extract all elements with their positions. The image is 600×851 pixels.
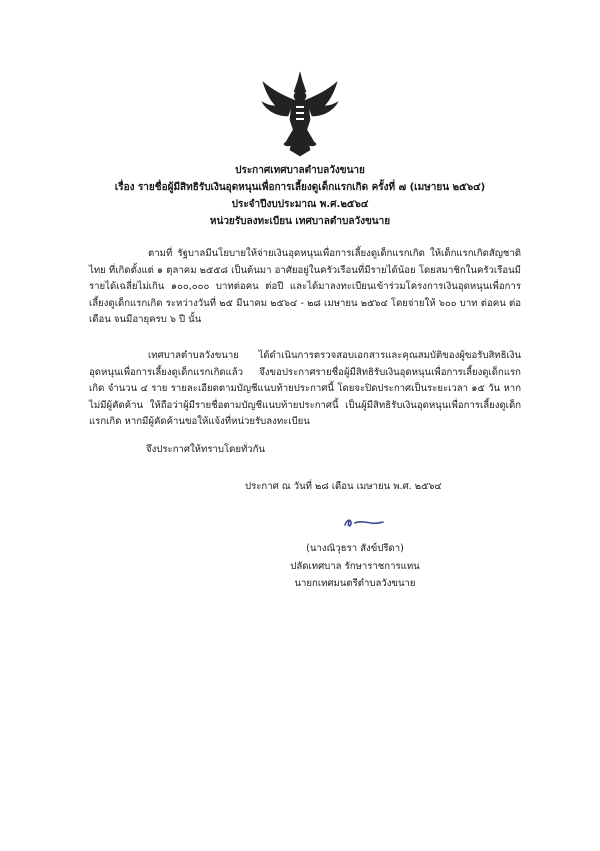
paragraph-2-text: เทศบาลตำบลวังขนาย ได้ดำเนินการตรวจสอบเอกสารและคุณสมบัติของผู้ขอรับสิทธิเงินอุดหนุนเพื่อการเลี้ยงดูเด็กแรกเกิดแล้ว จึงขอประกาศรายชื่อผู้มีสิทธิรับเงินอุดหนุนเพื่อการเลี้ยงดูเด็กแรกเกิด จำนวน ๔ ราย รายละเอียดตามบัญชีแนบท้ายประกาศนี้ โดยจะปิดประกาศเป็นระยะเวลา ๑๕ วัน หากไม่มีผู้คัดค้าน ให้ถือว่าผู้มีรายชื่อตามบัญชีแนบท้ายประกาศนี้ เป็นผู้มีสิทธิรับเงินอุดหนุนเพื่อการเลี้ยงดูเด็กแรกเกิด หากมีผู้คัดค้านขอให้แจ้งที่หน่วยรับลงทะเบียน <box>89 350 521 428</box>
heading-issuer: ประกาศเทศบาลตำบลวังขนาย <box>235 165 365 176</box>
body-paragraph-1 <box>89 246 521 329</box>
announcement-heading <box>60 162 540 230</box>
signature-block <box>280 540 430 593</box>
announcement-date: ประกาศ ณ วันที่ ๒๘ เดือน เมษายน พ.ศ. ๒๕๖๔ <box>245 481 442 492</box>
heading-subject: เรื่อง รายชื่อผู้มีสิทธิรับเงินอุดหนุนเพื่อการเลี้ยงดูเด็กแรกเกิด ครั้งที่ ๗ (เมษายน ๒๕๖๔) <box>114 182 486 193</box>
closing-line: จึงประกาศให้ทราบโดยทั่วกัน <box>146 444 266 455</box>
heading-registration-unit: หน่วยรับลงทะเบียน เทศบาลตำบลวังขนาย <box>209 216 391 227</box>
garuda-emblem-icon <box>260 70 340 158</box>
heading-fiscal-year: ประจำปีงบประมาณ พ.ศ.๒๕๖๔ <box>231 199 369 210</box>
signatory-position: ปลัดเทศบาล รักษาราชการแทน <box>290 560 420 572</box>
signatory-name: (นางณิวุธรา สังข์ปรีดา) <box>306 543 404 554</box>
signatory-acting-title: นายกเทศมนตรีตำบลวังขนาย <box>294 578 416 589</box>
handwritten-signature <box>343 515 385 529</box>
body-paragraph-2 <box>89 348 521 431</box>
paragraph-1-text: ตามที่ รัฐบาลมีนโยบายให้จ่ายเงินอุดหนุนเพื่อการเลี้ยงดูเด็กแรกเกิด ให้เด็กแรกเกิดสัญชาติไทย ที่เกิดตั้งแต่ ๑ ตุลาคม ๒๕๕๘ เป็นต้นมา อาศัยอยู่ในครัวเรือนที่มีรายได้น้อย โดยสมาชิกในครัวเรือนมีรายได้เฉลี่ยไม่เกิน ๑๐๐,๐๐๐ บาทต่อคน ต่อปี และได้มาลงทะเบียนเข้าร่วมโครงการเงินอุดหนุนเพื่อการเลี้ยงดูเด็กแรกเกิด ระหว่างวันที่ ๒๕ มีนาคม ๒๕๖๔ - ๒๘ เมษายน ๒๕๖๔ โดยจ่ายให้ ๖๐๐ บาท ต่อคน ต่อเดือน จนมีอายุครบ ๖ ปี นั้น <box>89 248 521 326</box>
